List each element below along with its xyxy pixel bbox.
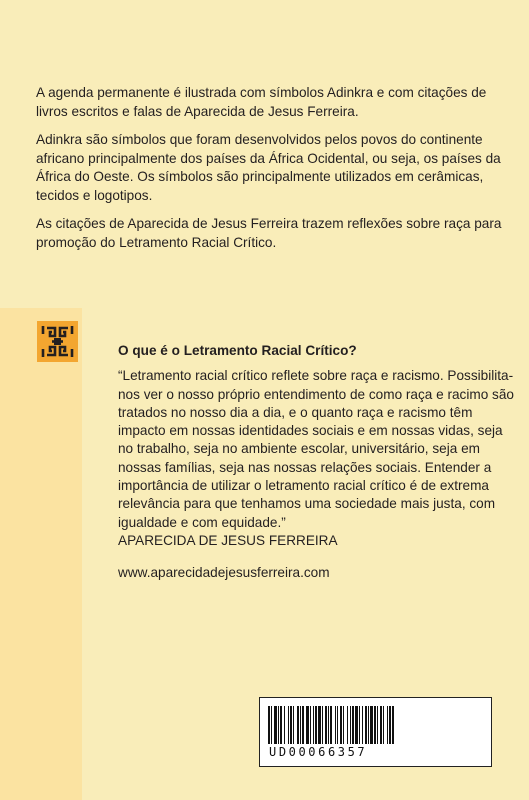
adinkra-symbol-icon bbox=[37, 321, 78, 362]
barcode bbox=[259, 697, 492, 767]
quote-body: “Letramento racial crítico reflete sobre raça e racismo. Possibilita-nos ver o nosso próprio entendimento de como raça e racimo são tratados no nosso dia a dia, e o quanto raça e racismo têm impacto em nossas identidades sociais e em nossas vidas, seja no trabalho, seja no ambiente escolar, universitário, seja em nossas famílias, seja nas nossas relações sociais. Entender a importância de utilizar o letramento racial crítico é de extrema relevância para que tenhamos uma sociedade mais justa, com igualdade e com equidade.” bbox=[118, 368, 514, 530]
quote-author: APARECIDA DE JESUS FERREIRA bbox=[118, 532, 338, 548]
website-link[interactable]: www.aparecidadejesusferreira.com bbox=[118, 565, 330, 581]
quote-title: O que é o Letramento Racial Crítico? bbox=[118, 343, 357, 358]
barcode-number: UD00066357 bbox=[269, 745, 368, 759]
intro-paragraph: Adinkra são símbolos que foram desenvolvidos pelos povos do continente africano principalmente dos países da África Ocidental, ou seja, os países da África do Oeste. Os símbolos são principalmente utilizados em cerâmicas, tecidos e logotipos. bbox=[36, 132, 501, 203]
intro-text bbox=[36, 84, 506, 262]
symbol-strip bbox=[0, 308, 82, 800]
barcode-bars bbox=[268, 706, 484, 744]
intro-paragraph: As citações de Aparecida de Jesus Ferreira trazem reflexões sobre raça para promoção do Letramento Racial Crítico. bbox=[36, 216, 502, 250]
intro-paragraph: A agenda permanente é ilustrada com símbolos Adinkra e com citações de livros escritos e falas de Aparecida de Jesus Ferreira. bbox=[36, 85, 487, 119]
quote-block bbox=[118, 342, 518, 583]
